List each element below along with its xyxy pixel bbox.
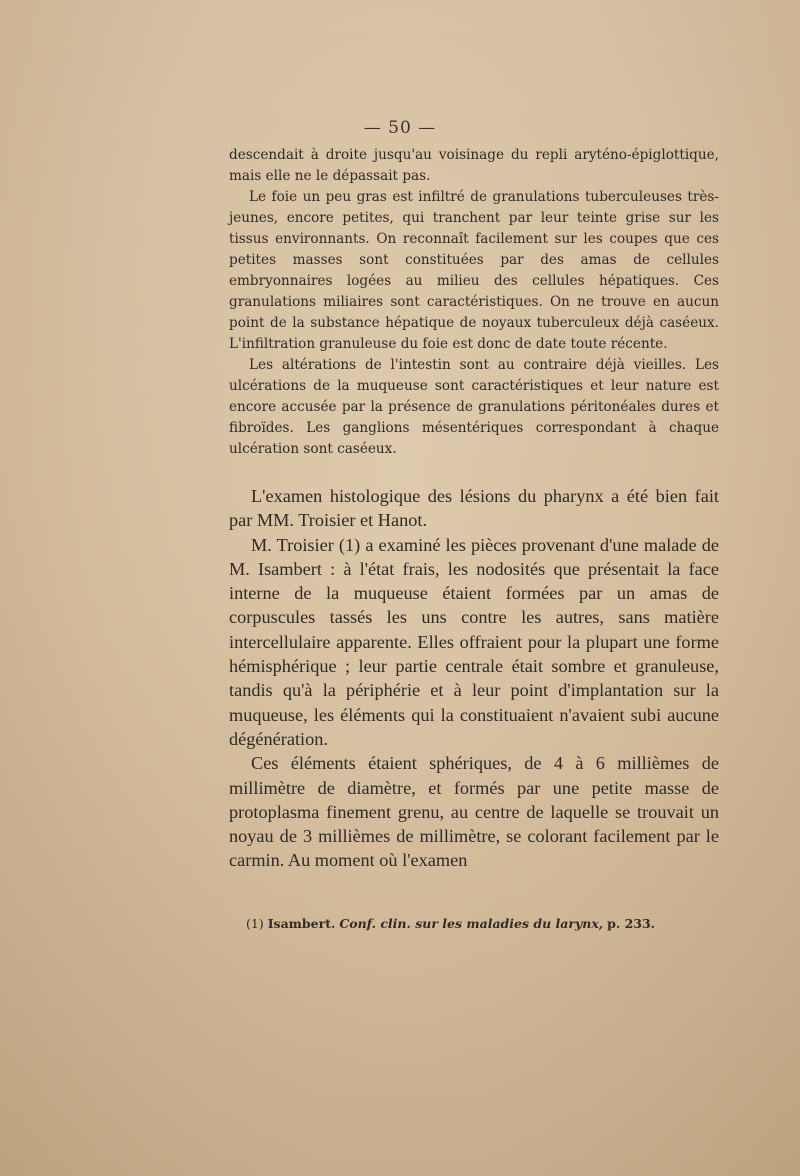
- footnote-author: Isambert.: [267, 916, 336, 931]
- large-text-section: [229, 484, 719, 873]
- small-text-section: [229, 145, 719, 460]
- footnote: [246, 916, 716, 931]
- footnote-page: p. 233.: [607, 916, 656, 931]
- paragraph-intestine: [229, 355, 719, 460]
- paragraph-intestine-text: Les altérations de l'intestin sont au contraire déjà vieilles. Les ulcérations de la muqueuse sont caractéristiques et leur nature est encore accusée par la présence de granulations péritonéales dures et fibroïdes. Les ganglions mésentériques correspondant à chaque ulcération sont caséeux.: [229, 357, 719, 457]
- paragraph-larynx: descendait à droite jusqu'au voisinage du repli aryténo-épiglottique, mais elle ne le dépassait pas.: [229, 147, 719, 184]
- paragraph-liver: [229, 187, 719, 355]
- paragraph-troisier-exam: M. Troisier (1) a examiné les pièces provenant d'une malade de M. Isambert : à l'état frais, les nodosités que présentait la face interne de la muqueuse étaient formées par un amas de corpuscules tassés les uns contre les autres, sans matière intercellulaire apparente. Elles offraient pour la plupart une forme hémisphérique ; leur partie centrale était sombre et granuleuse, tandis qu'à la périphérie et à leur point d'implantation sur la muqueuse, les éléments qui la constituaient n'avaient subi aucune dégénération.: [229, 534, 719, 749]
- paragraph-histology-intro: L'examen histologique des lésions du pharynx a été bien fait par MM. Troisier et Hanot.: [229, 486, 719, 531]
- footnote-title: Conf. clin. sur les maladies du larynx,: [339, 916, 604, 931]
- page-number: — 50 —: [363, 118, 437, 138]
- footnote-marker: (1): [246, 916, 264, 931]
- paragraph-elements: Ces éléments étaient sphériques, de 4 à 6 millièmes de millimètre de diamètre, et formés par une petite masse de protoplasma finement grenu, au centre de laquelle se trouvait un noyau de 3 millièmes de millimètre, se colorant facilement par le carmin. Au moment où l'examen: [229, 753, 719, 871]
- paragraph-liver-text: Le foie un peu gras est infiltré de granulations tuberculeuses très-jeunes, encore petites, qui tranchent par leur teinte grise sur les tissus environnants. On reconnaît facilement sur les coupes que ces petites masses sont constituées par des amas de cellules embryonnaires logées au milieu des cellules hépatiques. Ces granulations miliaires sont caractéristiques. On ne trouve en aucun point de la substance hépatique de noyaux tuberculeux déjà caséeux. L'infiltration granuleuse du foie est donc de date toute récente.: [229, 189, 719, 352]
